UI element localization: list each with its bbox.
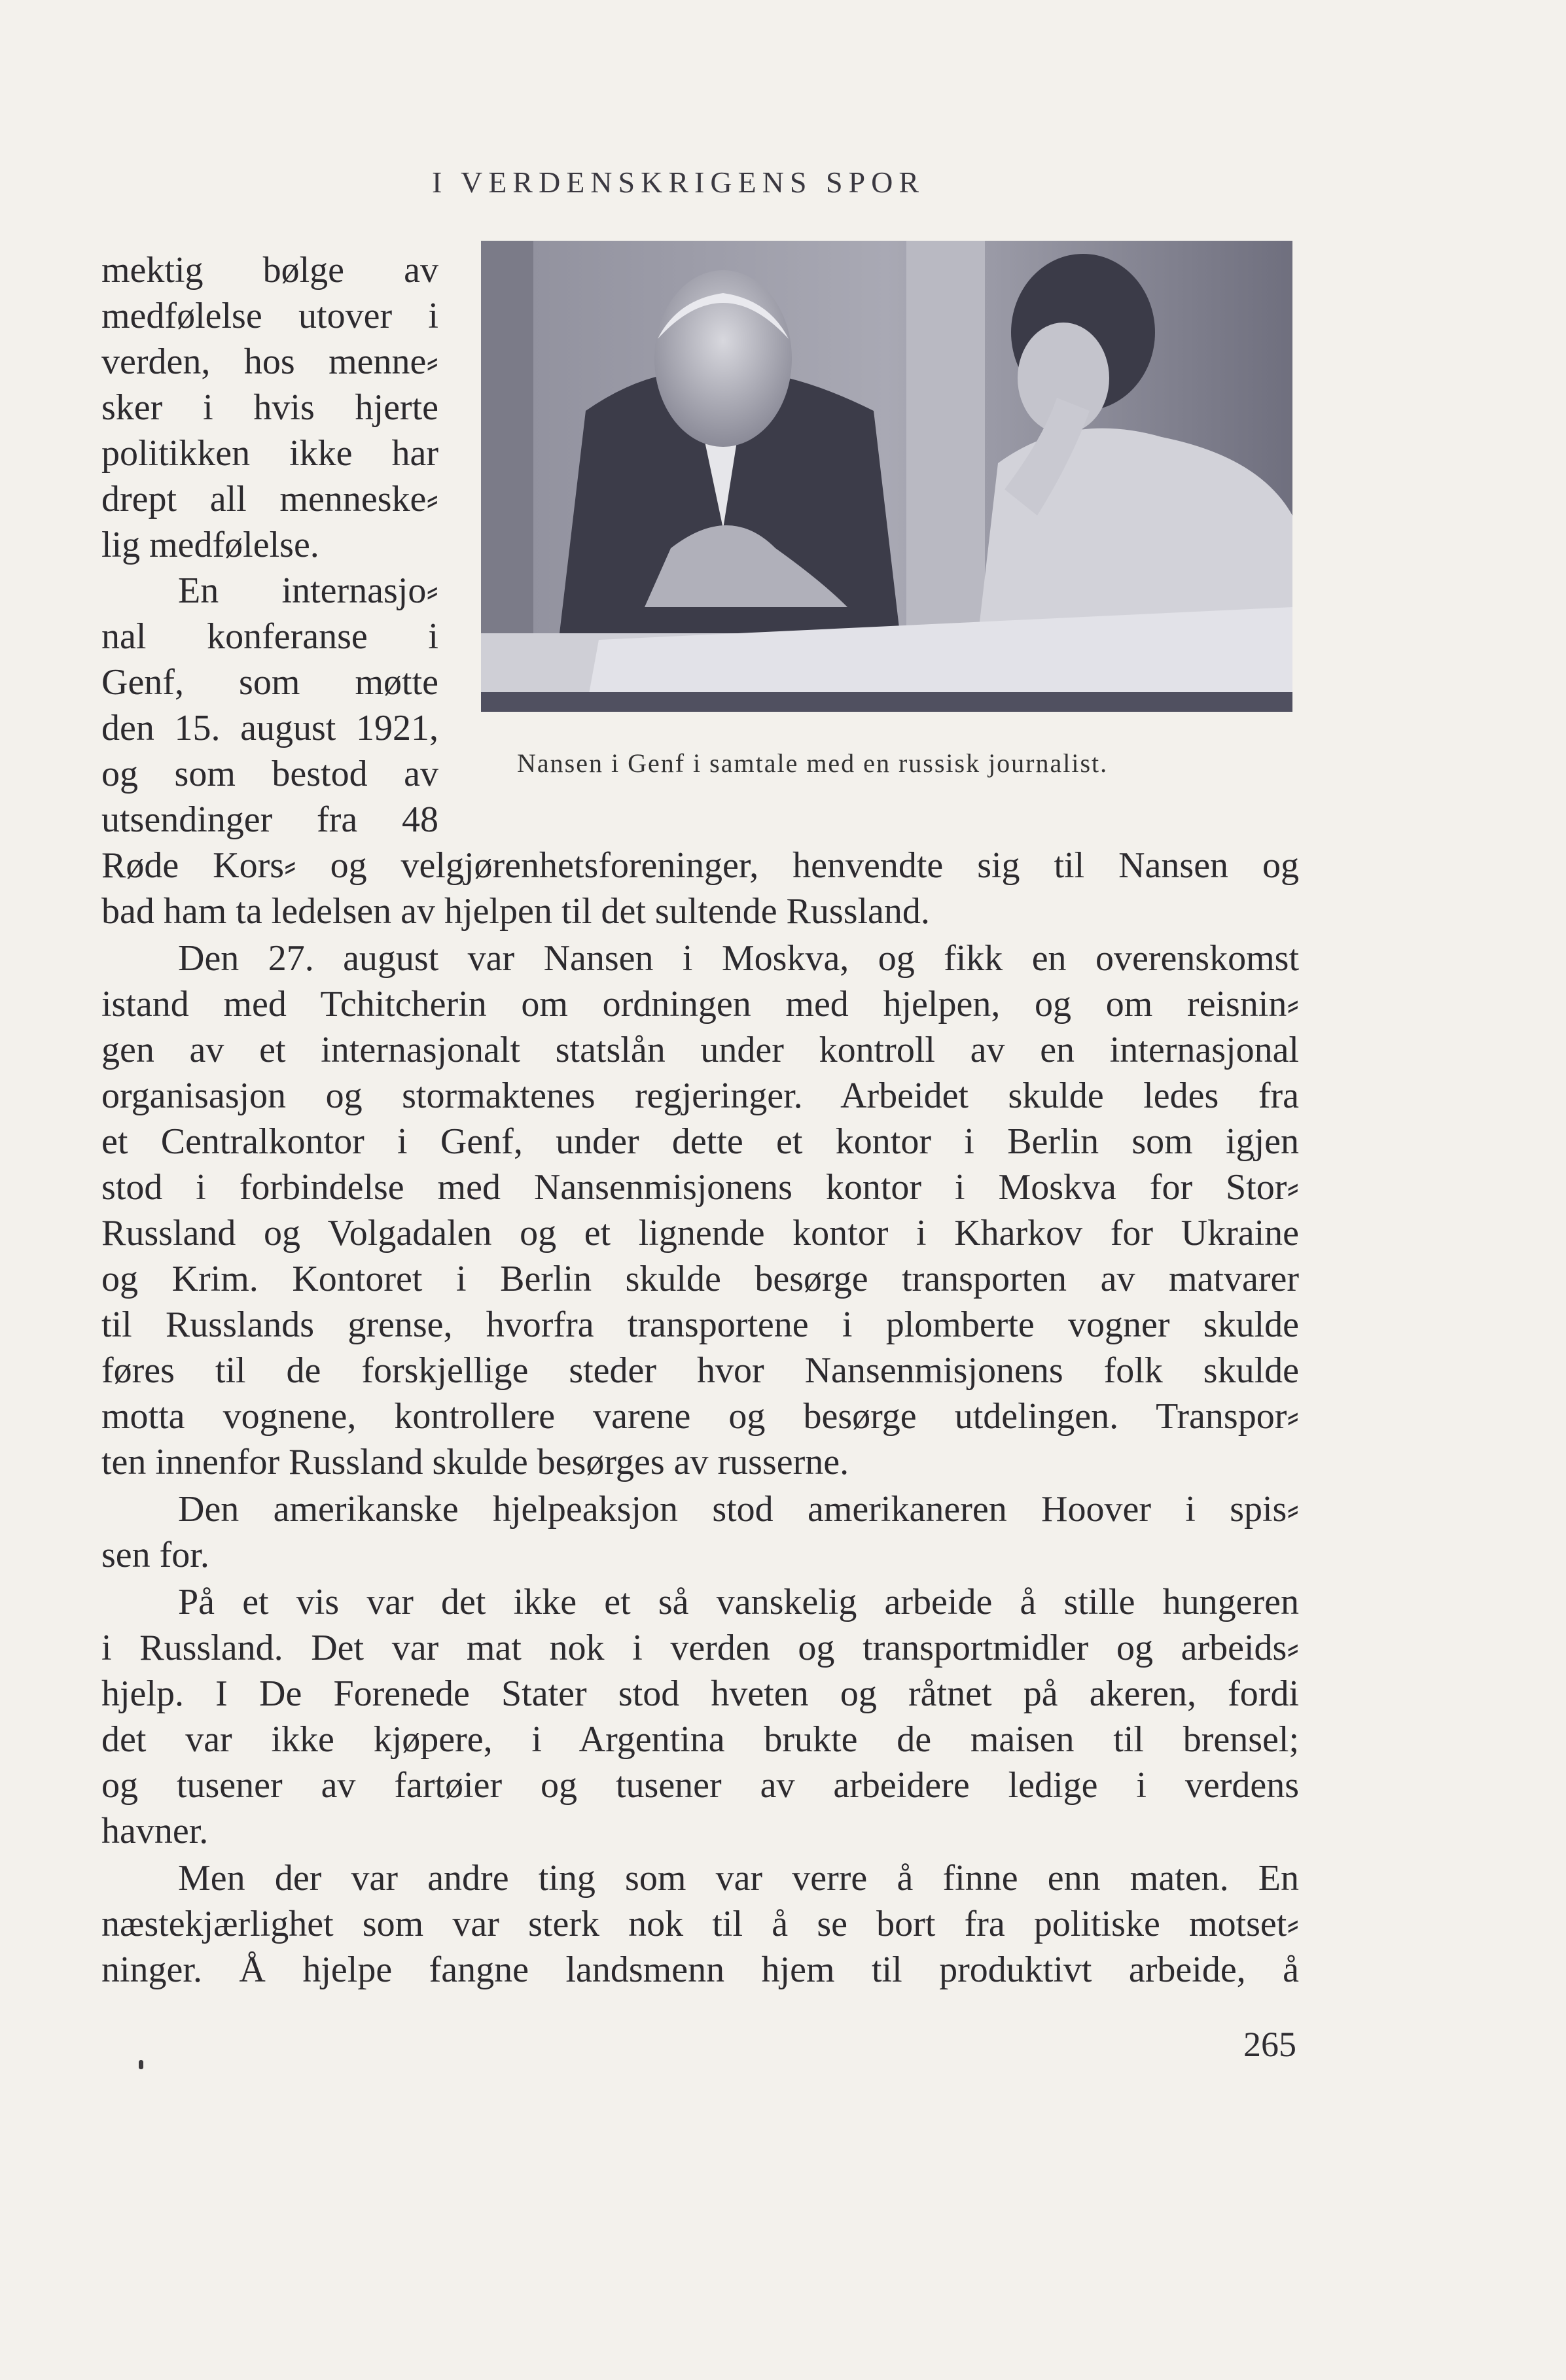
- body-line: ninger. Å hjelpe fangne landsmenn hjem til produktivt arbeide, å: [101, 1950, 1299, 1990]
- photograph: [481, 241, 1292, 712]
- body-line: gen av et internasjonalt statslån under kontroll av en internasjonal: [101, 1030, 1299, 1070]
- body-line: lig medfølelse.: [101, 525, 319, 565]
- body-line: hjelp. I De Forenede Stater stod hveten og råtnet på akeren, fordi: [101, 1673, 1299, 1714]
- body-line: sker i hvis hjerte: [101, 387, 438, 428]
- ink-speck: [139, 2060, 143, 2069]
- body-line: mektig bølge av: [101, 250, 438, 290]
- body-line: og tusener av fartøier og tusener av arbeidere ledige i verdens: [101, 1765, 1299, 1806]
- body-line: organisasjon og stormaktenes regjeringer. Arbeidet skulde ledes fra: [101, 1076, 1299, 1116]
- page-number: 265: [1243, 2025, 1296, 2064]
- body-line: ten innenfor Russland skulde besørges av russerne.: [101, 1442, 849, 1482]
- body-line: utsendinger fra 48: [101, 799, 438, 840]
- body-line: Den 27. august var Nansen i Moskva, og fikk en overenskomst: [178, 938, 1299, 979]
- body-line: Den amerikanske hjelpeaksjon stod amerikaneren Hoover i spis⸗: [178, 1489, 1299, 1530]
- photo-nansen-with-journalist: [481, 241, 1292, 712]
- body-line: i Russland. Det var mat nok i verden og transportmidler og arbeids⸗: [101, 1628, 1299, 1668]
- body-line: til Russlands grense, hvorfra transportene i plomberte vogner skulde: [101, 1304, 1299, 1345]
- body-line: et Centralkontor i Genf, under dette et kontor i Berlin som igjen: [101, 1121, 1299, 1162]
- photo-caption: Nansen i Genf i samtale med en russisk journalist.: [517, 748, 1109, 778]
- body-line: den 15. august 1921,: [101, 708, 438, 748]
- body-line: og som bestod av: [101, 754, 438, 794]
- body-line: Røde Kors⸗ og velgjørenhetsforeninger, henvendte sig til Nansen og: [101, 845, 1299, 886]
- body-line: føres til de forskjellige steder hvor Nansenmisjonens folk skulde: [101, 1350, 1299, 1391]
- body-line: politikken ikke har: [101, 433, 438, 474]
- body-line: stod i forbindelse med Nansenmisjonens kontor i Moskva for Stor⸗: [101, 1167, 1299, 1208]
- body-line: Russland og Volgadalen og et lignende kontor i Kharkov for Ukraine: [101, 1213, 1299, 1253]
- body-line: istand med Tchitcherin om ordningen med hjelpen, og om reisnin⸗: [101, 984, 1299, 1024]
- body-line: det var ikke kjøpere, i Argentina brukte de maisen til brensel;: [101, 1719, 1299, 1760]
- body-line: motta vognene, kontrollere varene og besørge utdelingen. Transpor⸗: [101, 1396, 1299, 1437]
- body-line: Men der var andre ting som var verre å finne enn maten. En: [178, 1858, 1299, 1899]
- body-line: bad ham ta ledelsen av hjelpen til det sultende Russland.: [101, 891, 930, 932]
- body-line: verden, hos menne⸗: [101, 341, 438, 382]
- body-line: drept all menneske⸗: [101, 479, 438, 519]
- body-line: medfølelse utover i: [101, 296, 438, 336]
- body-line: Genf, som møtte: [101, 662, 438, 703]
- body-line: nal konferanse i: [101, 616, 438, 657]
- body-line: havner.: [101, 1811, 209, 1851]
- running-head: I VERDENSKRIGENS SPOR: [432, 166, 925, 199]
- body-line: næstekjærlighet som var sterk nok til å se bort fra politiske motset⸗: [101, 1904, 1299, 1944]
- body-line: På et vis var det ikke et så vanskelig arbeide å stille hungeren: [178, 1582, 1299, 1622]
- body-line: og Krim. Kontoret i Berlin skulde besørge transporten av matvarer: [101, 1259, 1299, 1299]
- body-line: En internasjo⸗: [178, 570, 438, 611]
- body-line: sen for.: [101, 1535, 209, 1575]
